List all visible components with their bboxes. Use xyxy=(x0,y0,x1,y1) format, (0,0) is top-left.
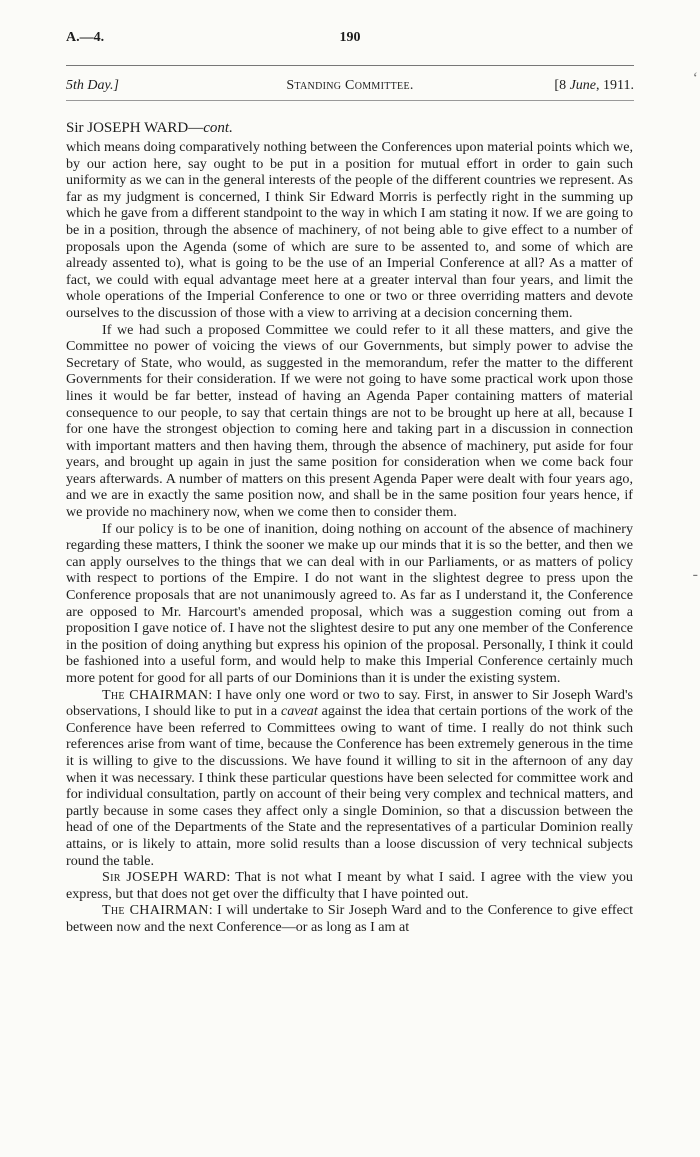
paragraph: If our policy is to be one of inanition, doing nothing on account of the absence of machinery regarding these matters, I think the sooner we make up our minds that it is so the better, and then we can apply ourselves to the things that we can deal with in our Parliaments, or as matters of policy with respect to portions of the Empire. I do not want in the slightest degree to press upon the Conference proposals that are not unanimously agreed to. As far as I understand it, the Conference are opposed to Mr. Harcourt's amended proposal, which was a suggestion coming out from a proposition I gave notice of. I have not the slightest desire to put any one member of the Conference in the position of doing anything but express his opinion of the proposal. Personally, I think it could be fashioned into a useful form, and would help to make this Imperial Conference certainly much more potent for good for all parts of our Dominions than it is under the existing system. xyxy=(66,520,633,686)
paragraph: If we had such a proposed Committee we could refer to it all these matters, and give the Committee no power of voicing the views of our Governments, but simply power to advise the Secretary of State, who would, as suggested in the memorandum, refer the matter to the different Governments for their consideration. If we were not going to have some practical work upon those lines it would be far better, instead of having an Agenda Paper containing matters of material consequence to our people, to say that certain things are not to be brought up here at all, because I for one have the strongest objection to coming here and taking part in a discussion in connection with important matters and then having them, through the absence of machinery, put aside for four years, and brought up again in just the same position for consideration when we come back four years afterwards. A number of matters on this present Agenda Paper were dealt with four years ago, and we are in exactly the same position now, and shall be in the same position four years hence, if we provide no machinery now, when we come then to consider them. xyxy=(66,321,633,521)
running-head-rule xyxy=(66,100,634,101)
speaker-name: Sir JOSEPH WARD— xyxy=(66,120,204,136)
paragraph: which means doing comparatively nothing between the Conferences upon material points which we, by our action here, say ought to be put in a position for mutual effort in order to gain such uniformity as we can in the general interests of the people of the different countries we represent. As far as my judgment is concerned, I think Sir Edward Morris is perfectly right in the summing up which he gave from a different standpoint to the way in which I am stating it now. If we are going to be in a position, through the absence of machinery, of not being able to give effect to a number of proposals upon the Agenda (some of which are sure to be assented to, and some of which are already assented to), what is going to be the use of an Imperial Conference at all? As a matter of fact, we could with equal advantage meet here at a greater interval than four years, and limit the whole operations of the Imperial Conference to one or two or three overriding matters and devote ourselves to the discussion of those with a view to arriving at a decision concerning them. xyxy=(66,139,633,321)
section-title: Standing Committee. xyxy=(286,78,414,93)
page-number: 190 xyxy=(339,30,361,45)
paragraph: The CHAIRMAN: I will undertake to Sir Joseph Ward and to the Conference to give effect between now and the next Conference—or as long as I am at xyxy=(66,902,633,935)
running-head xyxy=(66,78,634,98)
document-reference: A.—4. xyxy=(66,30,105,45)
continued-label: cont. xyxy=(203,120,233,136)
speaker-name: Sir JOSEPH WARD xyxy=(102,869,227,886)
body-text xyxy=(66,139,633,936)
paragraph: The CHAIRMAN: I have only one word or two to say. First, in answer to Sir Joseph Ward's observations, I should like to put in a caveat against the idea that certain portions of the work of the Conference have been referred to Committees owing to want of time. I really do not think such references arise from want of time, because the Conference has been extremely generous in the time it is willing to give to the discussions. We have found it willing to sit in the afternoon of any day when it was necessary. I think these particular questions have been selected for committee work and for individual consultation, partly on account of their being very complex and technical matters, and partly because in some cases they affect only a single Dominion, so that a discussion between the head of one of the Departments of the State and the representatives of a particular Dominion really attains, or is likely to attain, more solid results than a loose discussion of very technical subjects round the table. xyxy=(66,686,634,869)
speaker-name: The CHAIRMAN xyxy=(102,902,209,919)
session-date: [8 June, 1911. xyxy=(554,78,634,93)
speaker-heading xyxy=(66,120,233,137)
speaker-name: The CHAIRMAN xyxy=(102,686,209,703)
page-header xyxy=(66,30,634,50)
paragraph: Sir JOSEPH WARD: That is not what I meant by what I said. I agree with the view you express, but that does not get over the difficulty that I have pointed out. xyxy=(66,869,633,902)
session-day: 5th Day.] xyxy=(66,78,119,93)
margin-mark: ‘ xyxy=(692,70,698,87)
margin-mark: ‑ xyxy=(692,566,698,583)
header-rule xyxy=(66,65,634,66)
